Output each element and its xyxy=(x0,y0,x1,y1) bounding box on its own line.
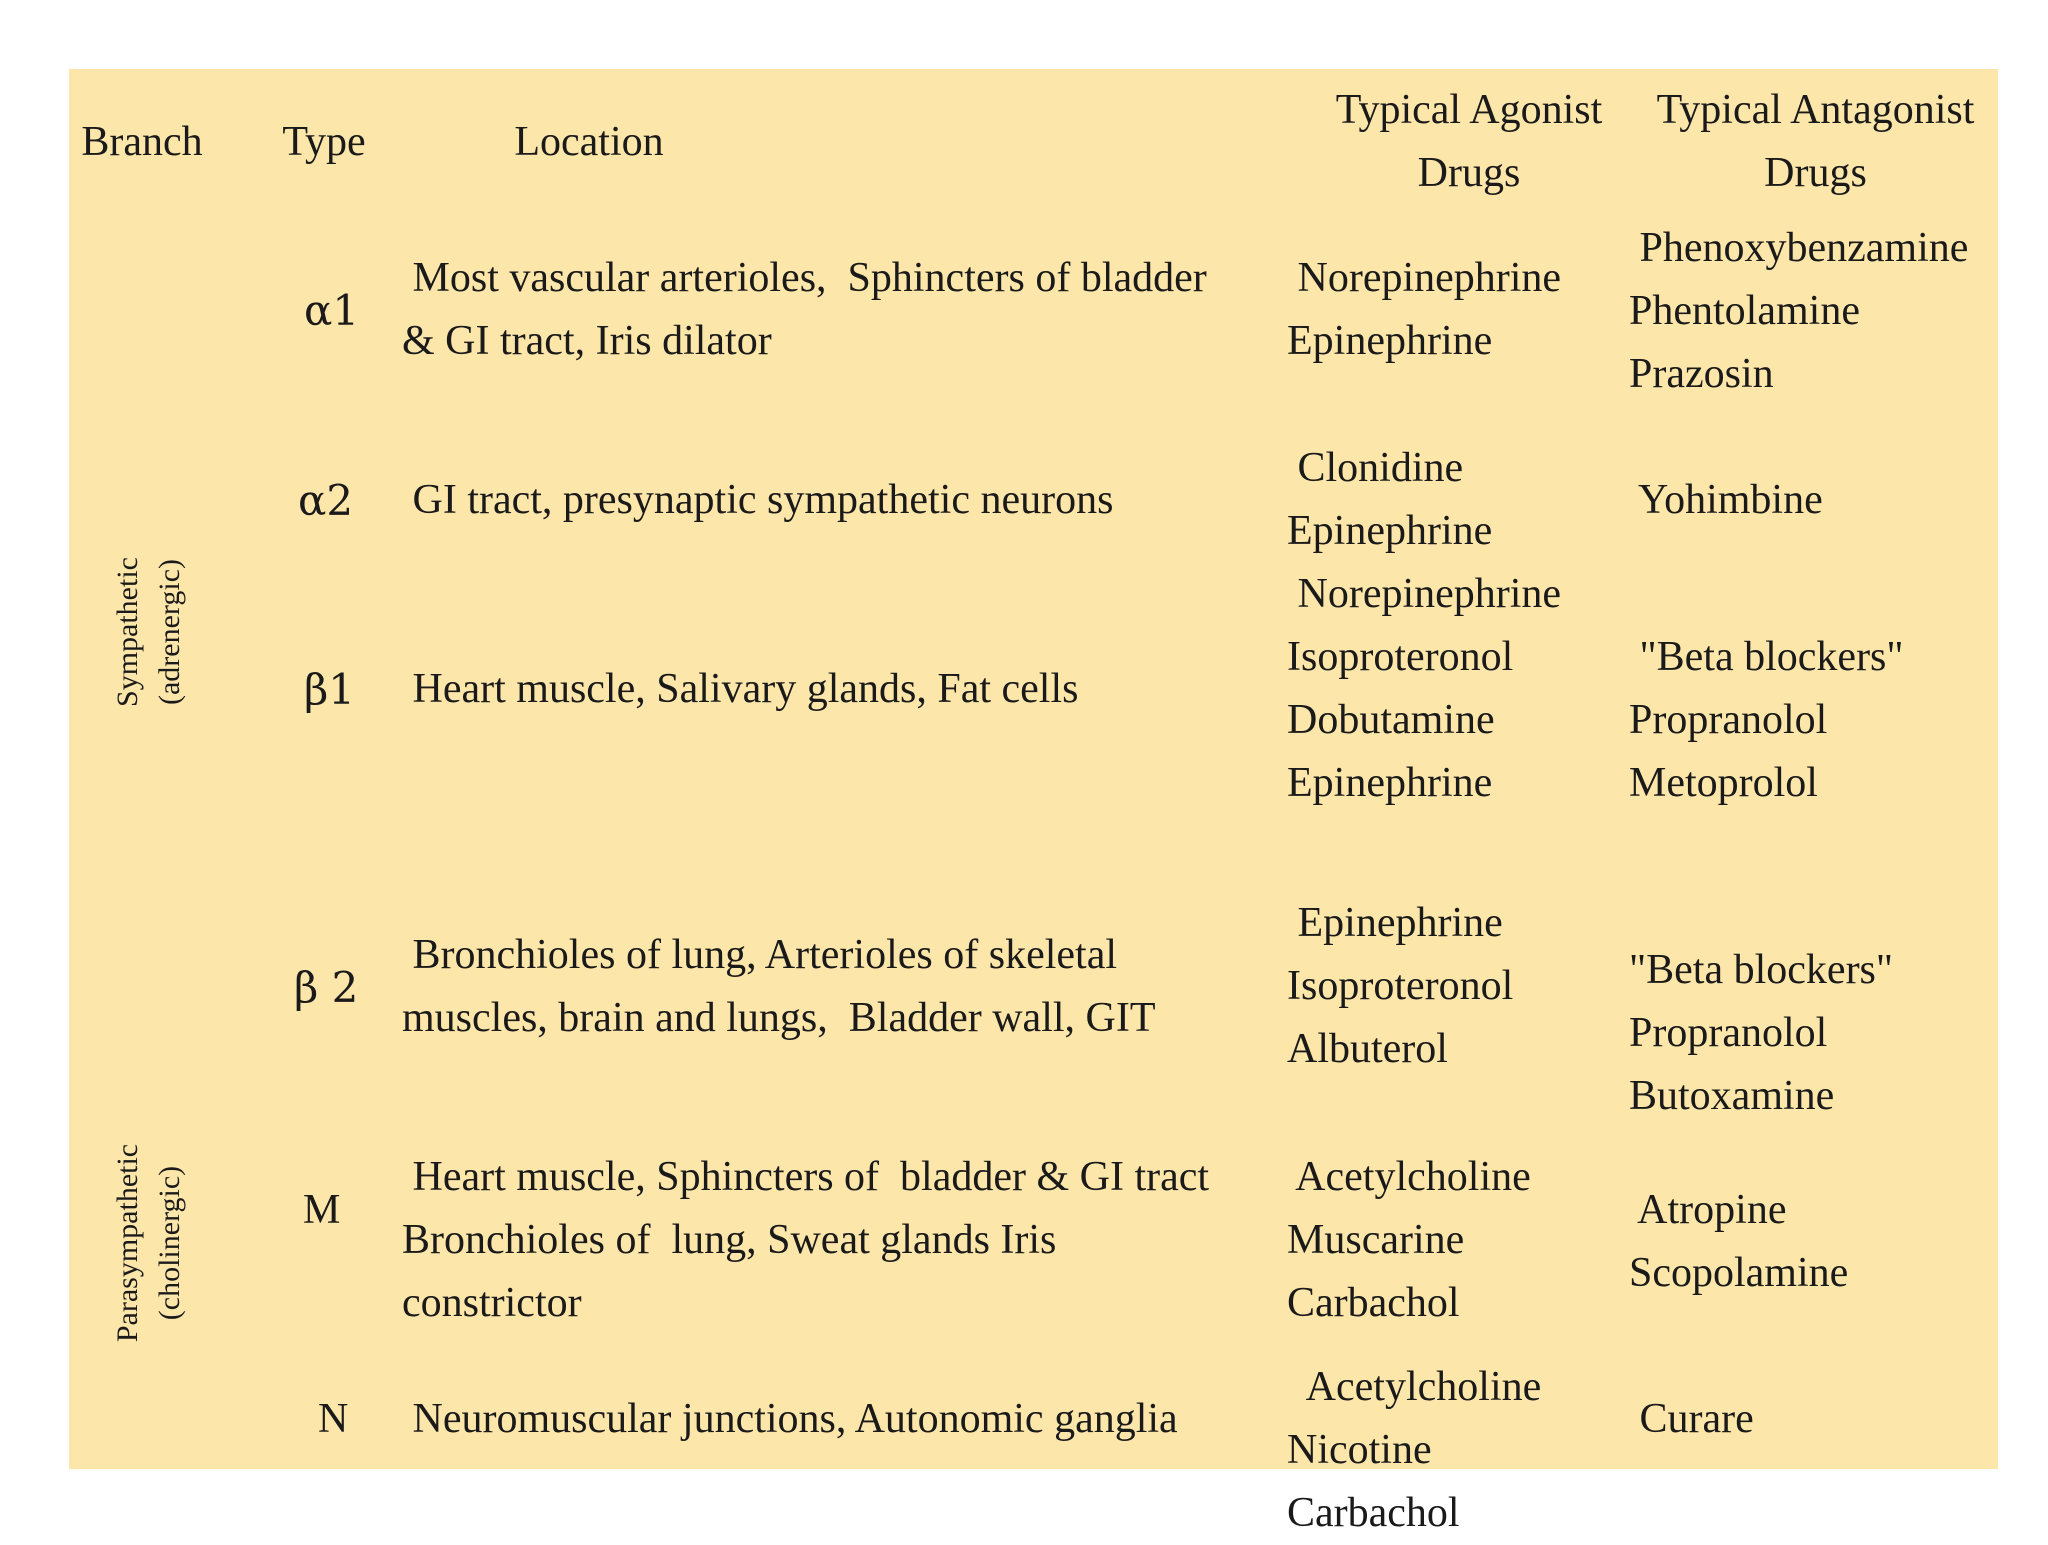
location-muscarinic xyxy=(402,1146,1209,1335)
header-agonist-line-1: Typical Agonist xyxy=(1335,87,1603,133)
antagonist-item: Phentolamine xyxy=(1629,288,1860,334)
agonist-item: Carbachol xyxy=(1287,1490,1460,1536)
agonist-item: Carbachol xyxy=(1287,1280,1460,1326)
location-line: Heart muscle, Salivary glands, Fat cells xyxy=(402,666,1079,712)
type-alpha2: α2 xyxy=(298,476,354,525)
agonist-item: Muscarine xyxy=(1287,1217,1465,1263)
agonist-item: Albuterol xyxy=(1287,1026,1448,1072)
agonist-item: Isoproteronol xyxy=(1287,634,1514,680)
branch-sympathetic-line-2: (adrenergic) xyxy=(153,558,186,706)
antagonist-item: Yohimbine xyxy=(1629,477,1823,523)
antagonist-item: "Beta blockers" xyxy=(1629,947,1894,993)
location-line: muscles, brain and lungs, Bladder wall, GIT xyxy=(402,995,1156,1041)
header-branch: Branch xyxy=(81,119,203,165)
agonist-item: Clonidine xyxy=(1287,445,1464,491)
agonists-nicotinic xyxy=(1287,1356,1541,1545)
header-location: Location xyxy=(514,119,664,165)
agonist-item: Norepinephrine xyxy=(1287,255,1562,301)
receptor-table xyxy=(69,69,1998,1536)
location-alpha1 xyxy=(402,247,1207,373)
agonist-item: Isoproteronol xyxy=(1287,963,1514,1009)
header-antagonist-line-2: Drugs xyxy=(1764,150,1867,196)
agonists-alpha1 xyxy=(1287,247,1561,373)
agonists-muscarinic xyxy=(1287,1146,1531,1335)
location-line: Heart muscle, Sphincters of bladder & GI tract xyxy=(402,1154,1210,1200)
antagonist-item: Phenoxybenzamine xyxy=(1629,225,1969,271)
antagonist-item: Metoprolol xyxy=(1629,760,1818,806)
location-alpha2 xyxy=(402,469,1113,532)
antagonists-beta2 xyxy=(1629,939,1893,1128)
antagonist-item: Prazosin xyxy=(1629,351,1774,397)
location-beta2 xyxy=(402,924,1156,1050)
location-line: Most vascular arterioles, Sphincters of bladder xyxy=(402,255,1207,301)
antagonist-item: Curare xyxy=(1629,1396,1754,1442)
header-type: Type xyxy=(282,119,366,165)
location-line: constrictor xyxy=(402,1280,582,1326)
branch-parasympathetic-line-1: Parasympathetic xyxy=(111,1143,144,1343)
antagonists-alpha2 xyxy=(1629,469,1823,532)
type-beta1: β1 xyxy=(304,665,356,714)
branch-sympathetic-line-1: Sympathetic xyxy=(111,557,144,707)
type-beta2: β 2 xyxy=(294,963,359,1012)
agonist-item: Epinephrine xyxy=(1287,318,1493,364)
agonist-item: Acetylcholine xyxy=(1287,1154,1531,1200)
agonist-item: Epinephrine xyxy=(1287,900,1503,946)
antagonists-muscarinic xyxy=(1629,1179,1848,1305)
antagonist-item: Propranolol xyxy=(1629,697,1828,743)
agonist-item: Acetylcholine xyxy=(1287,1364,1542,1410)
header-agonist xyxy=(1304,79,1634,205)
branch-parasympathetic-line-2: (cholinergic) xyxy=(153,1165,186,1321)
agonists-beta1 xyxy=(1287,563,1561,815)
antagonist-item: Propranolol xyxy=(1629,1010,1828,1056)
location-line: Bronchioles of lung, Arterioles of skeletal xyxy=(402,932,1118,978)
location-line: GI tract, presynaptic sympathetic neurons xyxy=(402,477,1114,523)
location-line: Bronchioles of lung, Sweat glands Iris xyxy=(402,1217,1057,1263)
agonist-item: Dobutamine xyxy=(1287,697,1495,743)
antagonist-item: "Beta blockers" xyxy=(1629,634,1904,680)
antagonists-beta1 xyxy=(1629,626,1904,815)
branch-parasympathetic xyxy=(107,1144,191,1342)
agonist-item: Epinephrine xyxy=(1287,508,1493,554)
location-line: Neuromuscular junctions, Autonomic ganglia xyxy=(402,1396,1178,1442)
type-muscarinic: M xyxy=(303,1187,341,1233)
agonist-item: Nicotine xyxy=(1287,1427,1432,1473)
branch-sympathetic xyxy=(107,557,191,707)
header-antagonist xyxy=(1639,79,1992,205)
agonists-alpha2 xyxy=(1287,437,1492,563)
antagonist-item: Butoxamine xyxy=(1629,1073,1835,1119)
antagonists-nicotinic xyxy=(1629,1388,1754,1451)
agonist-item: Norepinephrine xyxy=(1287,571,1562,617)
type-alpha1: α1 xyxy=(304,286,360,335)
antagonists-alpha1 xyxy=(1629,217,1968,406)
header-agonist-line-2: Drugs xyxy=(1417,150,1521,196)
type-nicotinic: N xyxy=(318,1396,349,1442)
location-line: & GI tract, Iris dilator xyxy=(402,318,772,364)
agonist-item: Epinephrine xyxy=(1287,760,1493,806)
antagonist-item: Scopolamine xyxy=(1629,1250,1849,1296)
location-nicotinic xyxy=(402,1388,1178,1451)
antagonist-item: Atropine xyxy=(1629,1187,1787,1233)
location-beta1 xyxy=(402,658,1079,721)
agonists-beta2 xyxy=(1287,892,1513,1081)
header-antagonist-line-1: Typical Antagonist xyxy=(1656,87,1975,133)
